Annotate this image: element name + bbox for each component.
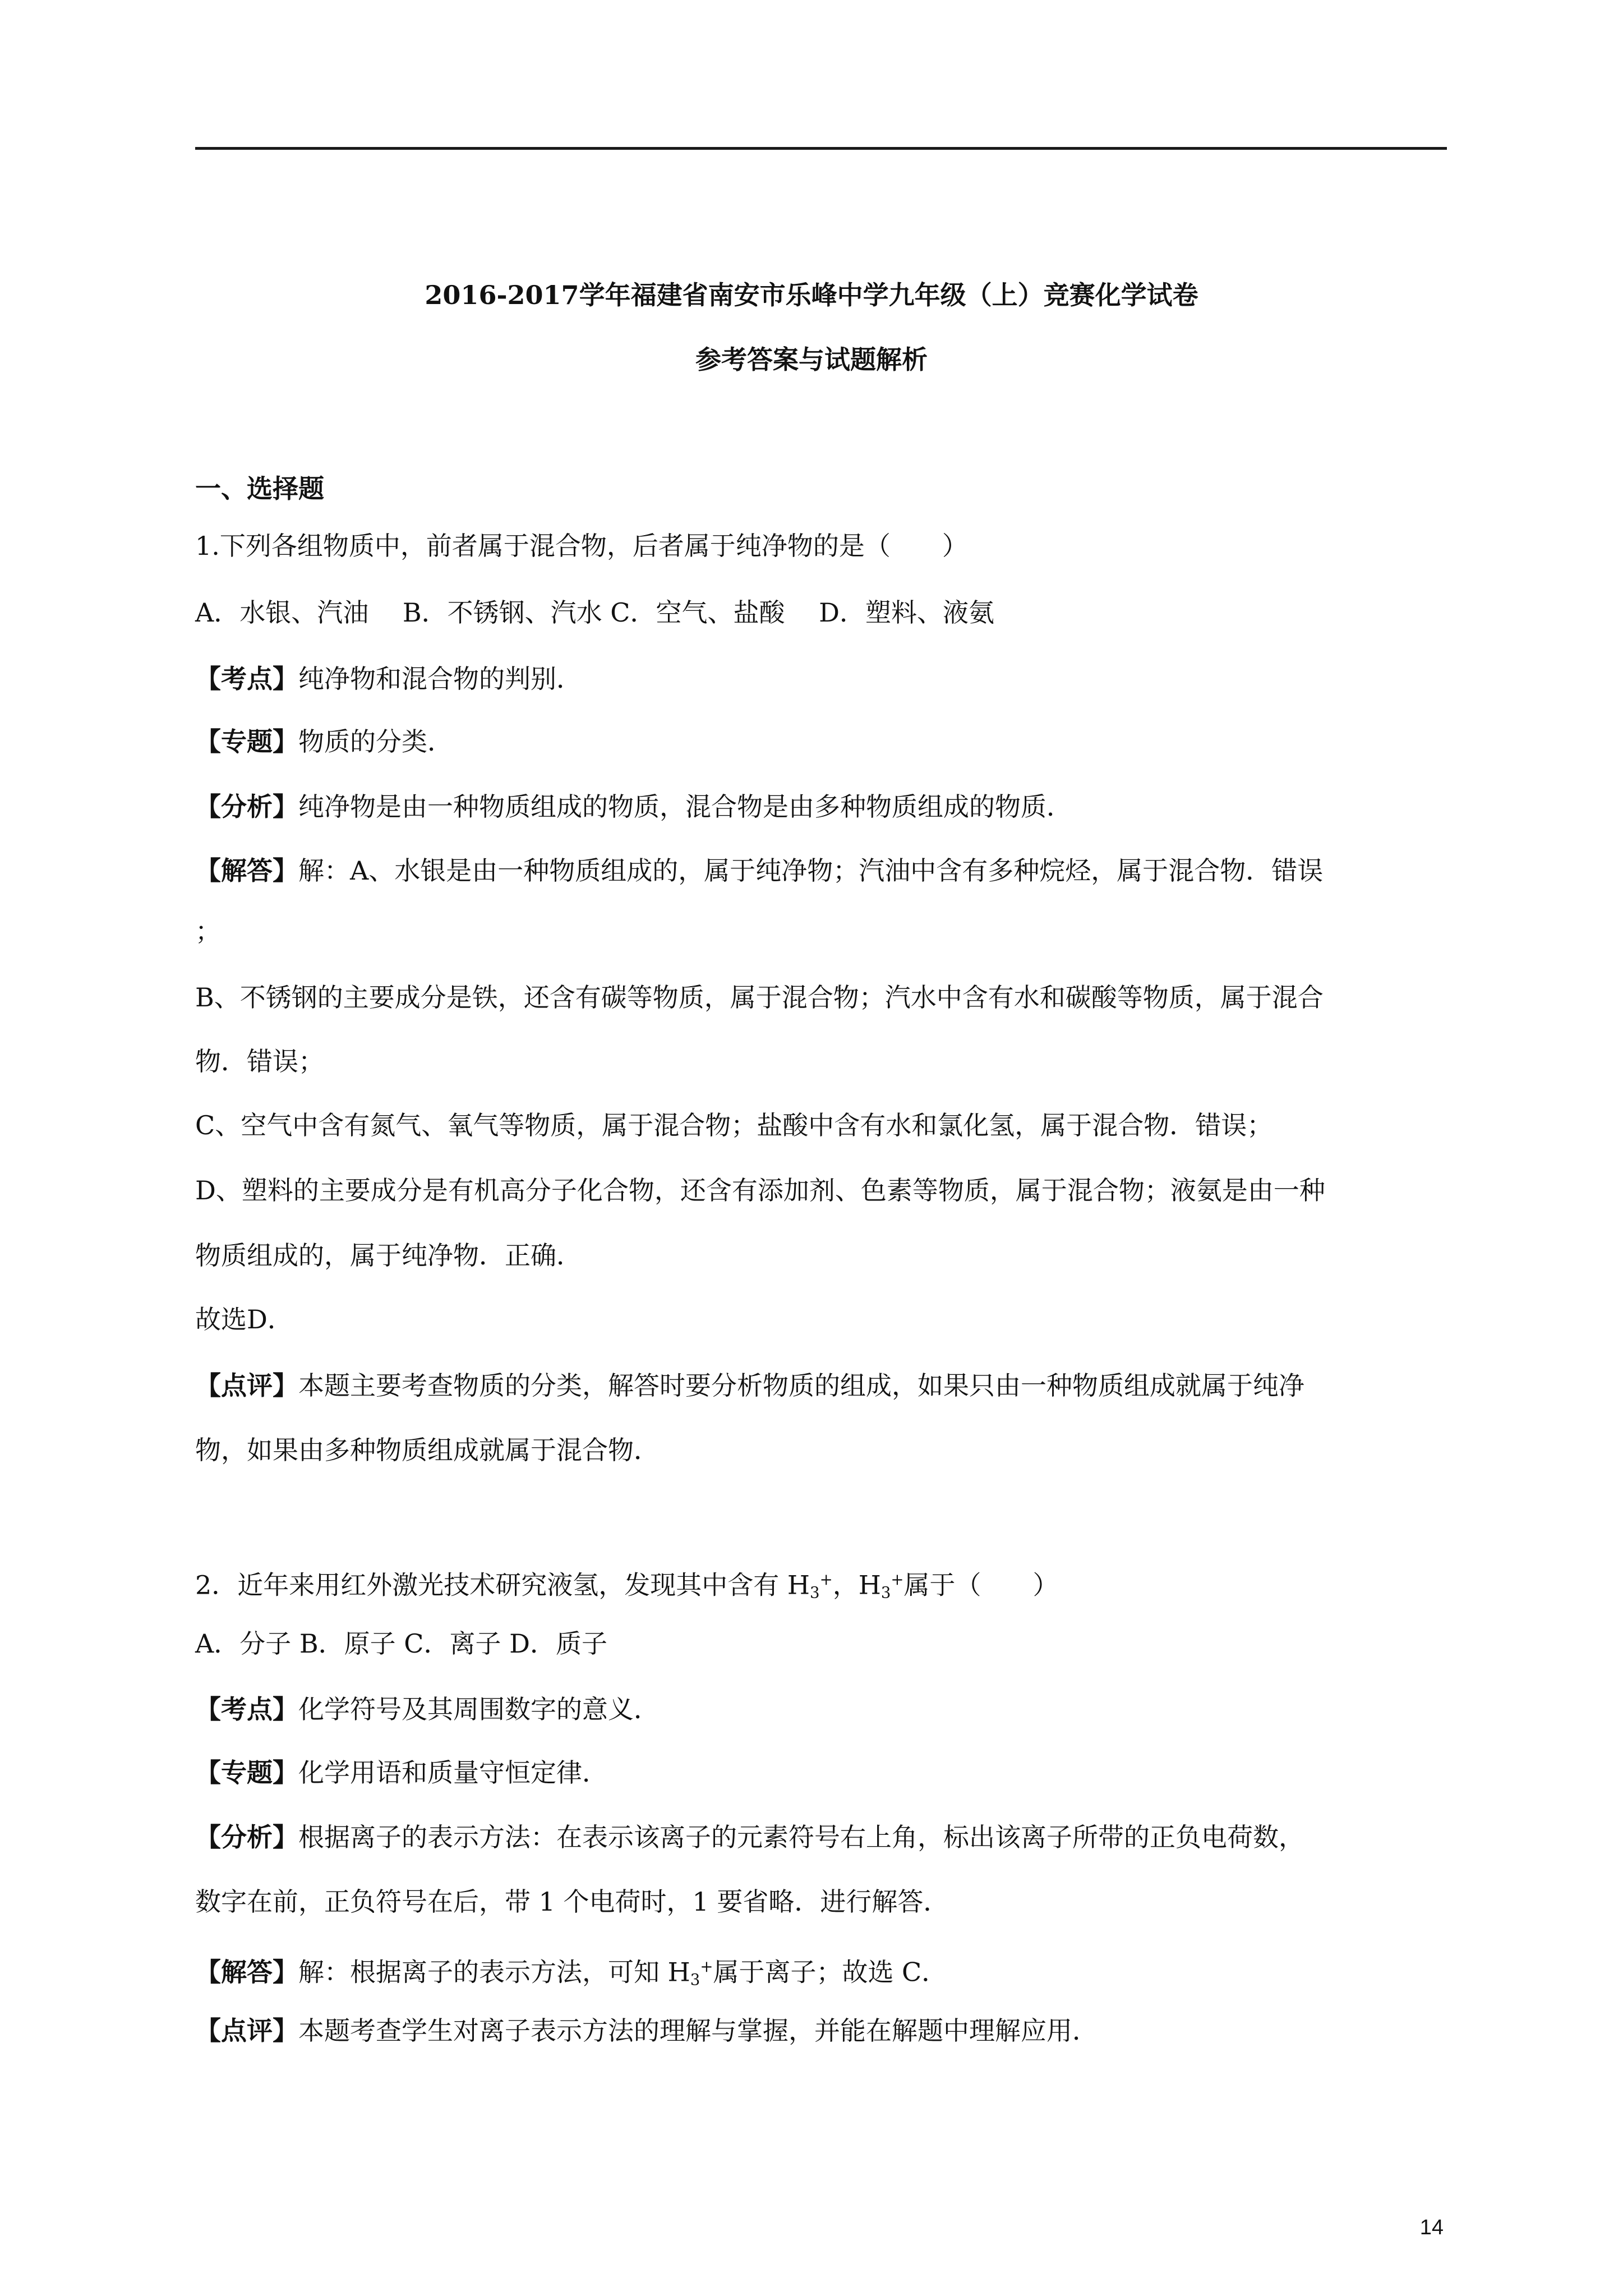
q2-kaodian — [195, 1692, 1447, 1726]
q2-dianping — [195, 2014, 1447, 2047]
q2-fenxi — [195, 1820, 1447, 1854]
dianping-label: 【点评】 — [195, 2016, 298, 2046]
fenxi-text: 根据离子的表示方法：在表示该离子的元素符号右上角，标出该离子所带的正负电荷数， — [298, 1822, 1304, 1852]
q1-stem: 1.下列各组物质中，前者属于混合物，后者属于纯净物的是（ ） — [195, 531, 968, 561]
q1-jieda-line-4: 物．错误； — [195, 1046, 324, 1076]
dianping-label: 【点评】 — [195, 1370, 298, 1401]
jieda-label: 【解答】 — [195, 1957, 298, 1987]
header-rule — [195, 147, 1447, 150]
q1-kaodian — [195, 662, 1447, 696]
q1-jieda-line-3: B、不锈钢的主要成分是铁，还含有碳等物质，属于混合物；汽水中含有水和碳酸等物质，属于混合 — [195, 982, 1324, 1013]
q1-jieda-line-7: 物质组成的，属于纯净物．正确． — [195, 1240, 582, 1271]
q1-jieda-line-8: 故选D． — [195, 1304, 293, 1335]
page-subtitle: 参考答案与试题解析 — [695, 344, 928, 375]
section-heading: 一、选择题 — [195, 473, 324, 504]
page-title: 2016-2017学年福建省南安市乐峰中学九年级（上）竞赛化学试卷 — [425, 280, 1198, 310]
q2-zhuanti — [195, 1756, 1447, 1789]
zhuanti-text: 化学用语和质量守恒定律． — [298, 1757, 608, 1788]
q1-jieda-line-6: D、塑料的主要成分是有机高分子化合物，还含有添加剂、色素等物质，属于混合物；液氨是由一种 — [195, 1175, 1325, 1205]
zhuanti-text: 物质的分类． — [298, 726, 453, 757]
q1-jieda-line-2: ； — [195, 916, 221, 946]
q1-zhuanti — [195, 725, 1447, 758]
q1-options: A．水银、汽油 B．不锈钢、汽水 C．空气、盐酸 D．塑料、液氨 — [195, 597, 994, 628]
q2-fenxi-line-2: 数字在前，正负符号在后，带 1 个电荷时，1 要省略．进行解答． — [195, 1887, 949, 1917]
q1-dianping-line-2: 物，如果由多种物质组成就属于混合物． — [195, 1435, 660, 1465]
fenxi-text: 纯净物是由一种物质组成的物质，混合物是由多种物质组成的物质． — [298, 792, 1072, 822]
q1-jieda — [195, 854, 1447, 887]
kaodian-text: 纯净物和混合物的判别． — [298, 664, 582, 694]
dianping-text: 本题主要考查物质的分类，解答时要分析物质的组成，如果只由一种物质组成就属于纯净 — [298, 1370, 1304, 1401]
q2-jieda: 【解答】解：根据离子的表示方法，可知 $H_3^+$属于离子；故选 C． — [195, 1957, 948, 1989]
kaodian-label: 【考点】 — [195, 664, 298, 694]
fenxi-label: 【分析】 — [195, 792, 298, 822]
zhuanti-label: 【专题】 — [195, 1757, 298, 1788]
zhuanti-label: 【专题】 — [195, 726, 298, 757]
jieda-text: 解：A、水银是由一种物质组成的，属于纯净物；汽油中含有多种烷烃，属于混合物．错误 — [298, 855, 1324, 886]
page-number: 14 — [1419, 2216, 1444, 2239]
q2-stem: 2．近年来用红外激光技术研究液氢，发现其中含有 $H_3^+$，$H_3^+$属于（ ） — [195, 1570, 1059, 1602]
q1-jieda-line-5: C、空气中含有氮气、氧气等物质，属于混合物；盐酸中含有水和氯化氢，属于混合物．错误； — [195, 1110, 1273, 1140]
q2-options: A．分子 B．原子 C．离子 D．质子 — [195, 1628, 607, 1659]
fenxi-label: 【分析】 — [195, 1822, 298, 1852]
kaodian-text: 化学符号及其周围数字的意义． — [298, 1694, 660, 1724]
q1-dianping — [195, 1369, 1447, 1402]
kaodian-label: 【考点】 — [195, 1694, 298, 1724]
jieda-label: 【解答】 — [195, 855, 298, 886]
q1-fenxi — [195, 790, 1447, 823]
dianping-text: 本题考查学生对离子表示方法的理解与掌握，并能在解题中理解应用． — [298, 2016, 1098, 2046]
